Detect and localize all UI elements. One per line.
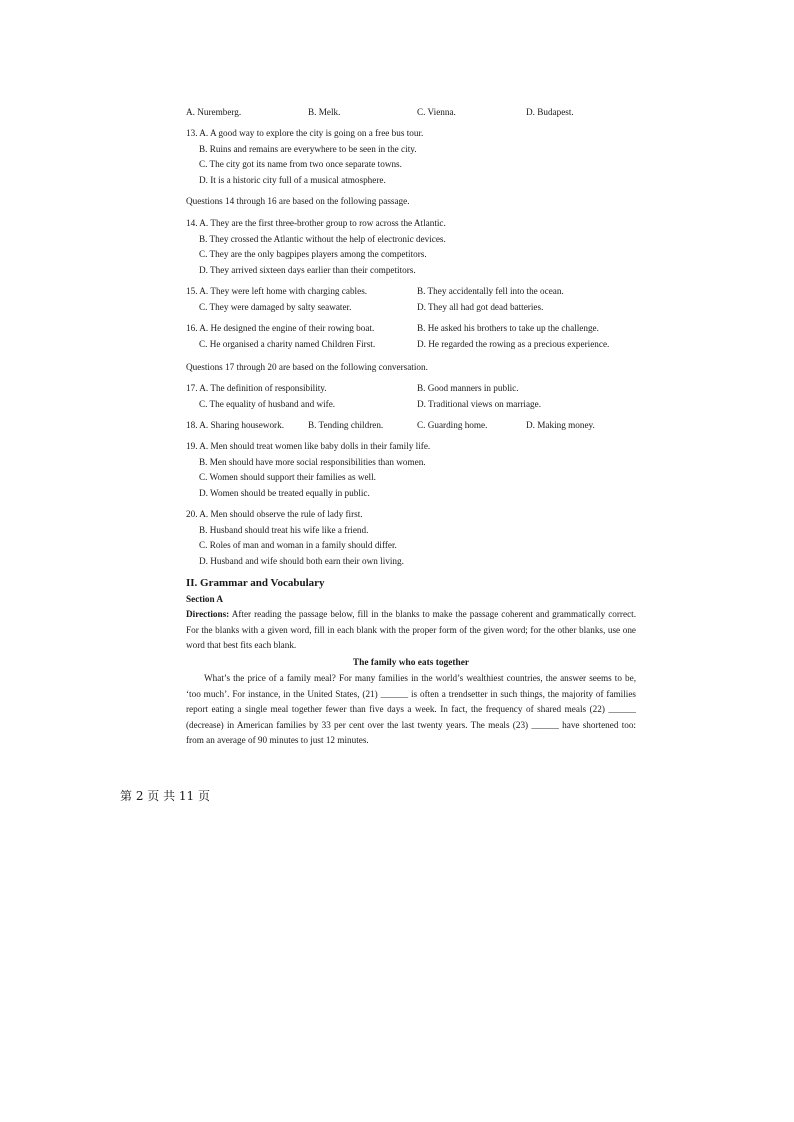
- q12-option-a: A. Nuremberg.: [186, 107, 242, 117]
- directions-text: After reading the passage below, fill in the blanks to make the passage coherent and grammatically correct. For the blanks with a given word, fill in each blank with the proper form of the given word; for the other blanks, use one word that best fits each blank.: [186, 609, 636, 651]
- q13-option-d: D. It is a historic city full of a musical atmosphere.: [199, 175, 386, 186]
- q16-option-c: C. He organised a charity named Children First.: [199, 338, 376, 349]
- q17-option-b: B. Good manners in public.: [417, 383, 519, 393]
- q18-option-d: D. Making money.: [526, 420, 595, 430]
- page-footer: 第 2 页 共 11 页: [120, 789, 210, 803]
- q13-option-a: 13. A. A good way to explore the city is going on a free bus tour.: [186, 128, 424, 138]
- q13-option-b: B. Ruins and remains are everywhere to be seen in the city.: [199, 143, 417, 154]
- q18-option-a: 18. A. Sharing housework.: [186, 420, 284, 430]
- question-13: [186, 126, 423, 189]
- q19-option-d: D. Women should be treated equally in public.: [199, 488, 370, 499]
- q18-option-c: C. Guarding home.: [417, 420, 488, 430]
- question-17: [186, 381, 636, 412]
- q14-option-c: C. They are the only bagpipes players among the competitors.: [199, 249, 427, 260]
- q17-option-a: 17. A. The definition of responsibility.: [186, 383, 327, 393]
- section-subtitle: Section A: [186, 594, 224, 604]
- q19-option-a: 19. A. Men should treat women like baby dolls in their family life.: [186, 441, 431, 451]
- passage-text: What’s the price of a family meal? For many families in the world’s wealthiest countries, the answer seems to be, ‘too much’. For instance, in the United States, (21) ______ is often a trendsetter in such things, the majority of families report eating a single meal together fewer than five days a week. In fact, the frequency of shared meals (22) ______ (decrease) in American families by 33 per cent over the last twenty years. The meals (23) ______ have shortened too: from an average of 90 minutes to just 12 minutes.: [186, 673, 636, 746]
- question-18: [186, 418, 636, 434]
- q13-option-c: C. The city got its name from two once separate towns.: [199, 159, 402, 170]
- q14-option-b: B. They crossed the Atlantic without the help of electronic devices.: [199, 233, 446, 244]
- q12-option-b: B. Melk.: [308, 107, 341, 117]
- q18-option-b: B. Tending children.: [308, 420, 384, 430]
- question-14: [186, 216, 446, 279]
- question-12: [186, 105, 636, 121]
- q12-option-d: D. Budapest.: [526, 107, 574, 117]
- q15-option-b: B. They accidentally fell into the ocean.: [417, 286, 564, 296]
- q16-option-d: D. He regarded the rowing as a precious experience.: [417, 338, 610, 349]
- q15-option-c: C. They were damaged by salty seawater.: [199, 301, 352, 312]
- q15-option-a: 15. A. They were left home with charging cables.: [186, 286, 368, 296]
- q17-option-d: D. Traditional views on marriage.: [417, 398, 542, 409]
- q20-option-a: 20. A. Men should observe the rule of lady first.: [186, 509, 363, 519]
- q14-option-d: D. They arrived sixteen days earlier than their competitors.: [199, 265, 416, 276]
- q16-option-a: 16. A. He designed the engine of their rowing boat.: [186, 323, 375, 333]
- q15-option-d: D. They all had got dead batteries.: [417, 301, 544, 312]
- directions: [186, 607, 636, 654]
- intro-14-16: Questions 14 through 16 are based on the following passage.: [186, 196, 410, 206]
- question-19: [186, 439, 430, 502]
- q20-option-d: D. Husband and wife should both earn their own living.: [199, 556, 404, 567]
- q19-option-c: C. Women should support their families as well.: [199, 472, 376, 483]
- q16-option-b: B. He asked his brothers to take up the challenge.: [417, 323, 599, 333]
- passage-title: The family who eats together: [352, 658, 470, 668]
- intro-17-20: Questions 17 through 20 are based on the following conversation.: [186, 362, 428, 372]
- q19-option-b: B. Men should have more social responsibilities than women.: [199, 456, 426, 467]
- question-16: [186, 321, 636, 352]
- question-15: [186, 284, 636, 315]
- question-20: [186, 507, 404, 570]
- q20-option-c: C. Roles of man and woman in a family should differ.: [199, 540, 397, 551]
- q20-option-b: B. Husband should treat his wife like a friend.: [199, 524, 369, 535]
- section-title: II. Grammar and Vocabulary: [186, 577, 325, 589]
- q14-option-a: 14. A. They are the first three-brother group to row across the Atlantic.: [186, 218, 446, 228]
- q12-option-c: C. Vienna.: [417, 107, 456, 117]
- directions-label: Directions:: [186, 609, 230, 619]
- q17-option-c: C. The equality of husband and wife.: [199, 398, 336, 409]
